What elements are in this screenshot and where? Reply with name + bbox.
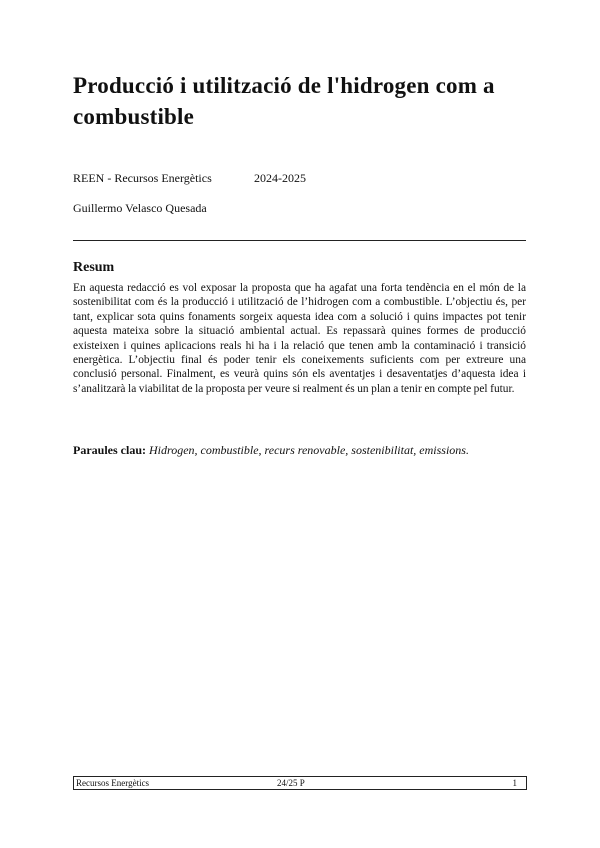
footer-term: 24/25 P bbox=[277, 778, 305, 788]
footer-course: Recursos Energètics bbox=[76, 778, 150, 788]
keywords-label: Paraules clau: bbox=[73, 443, 146, 457]
academic-year: 2024-2025 bbox=[254, 171, 306, 185]
author-name: Guillermo Velasco Quesada bbox=[73, 201, 207, 215]
page-footer bbox=[73, 776, 527, 790]
keywords-list: Hidrogen, combustible, recurs renovable, sostenibilitat, emissions. bbox=[149, 443, 469, 457]
keywords bbox=[73, 443, 526, 458]
abstract-heading: Resum bbox=[73, 260, 115, 275]
horizontal-divider bbox=[73, 240, 526, 241]
document-title: Producció i utilització de l'hidrogen com a combustible bbox=[73, 73, 495, 129]
course-name: REEN - Recursos Energètics bbox=[73, 171, 212, 185]
page-number: 1 bbox=[512, 778, 517, 788]
abstract-text: En aquesta redacció es vol exposar la proposta que ha agafat una forta tendència en el món de la sostenibilitat com és la producció i utilització de l’hidrogen com a combustible. L’objectiu és, per tant, explicar sota quins fonaments sorgeix aquesta idea com a solució i quins impactes pot tenir aquesta mateixa sobre la situació ambiental actual. Es repassarà quines formes de producció existeixen i quines aplicacions reals hi ha i la relació que tenen amb la contaminació i transició energètica. L’objectiu final és poder tenir els coneixements suficients com per extreure una conclusió personal. Finalment, es veurà quins són els aventatjes i desaventatjes d’aquesta idea i s’analitzarà la viabilitat de la proposta per veure si realment és un plan a tenir en compte pel futur. bbox=[73, 282, 526, 395]
